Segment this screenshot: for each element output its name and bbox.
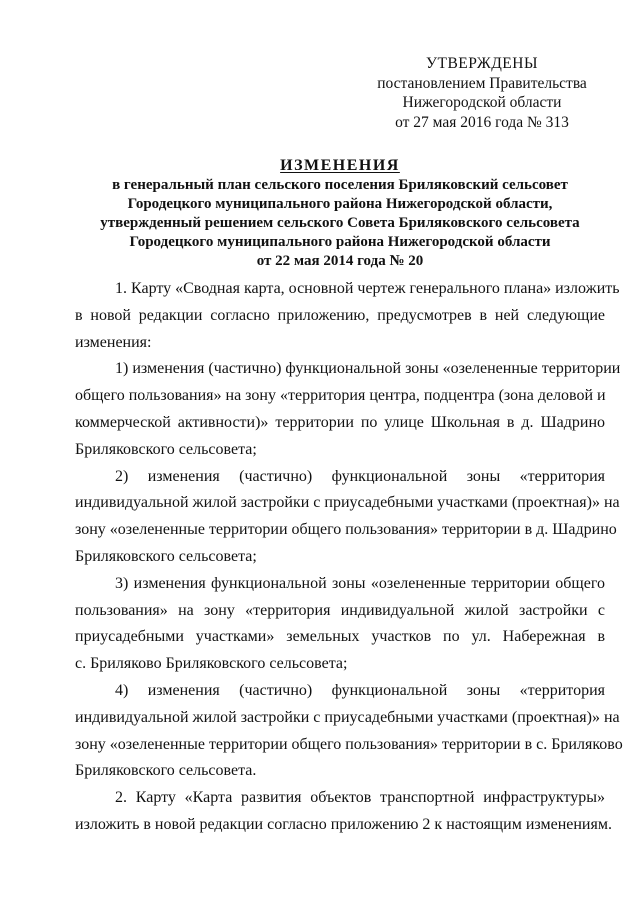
text-line: 2. Карту «Карта развития объектов транспортной инфраструктуры»	[115, 789, 605, 807]
approval-stamp	[360, 54, 604, 132]
text-line: общего пользования» на зону «территория центра, подцентра (зона деловой и	[75, 387, 606, 405]
title-line: от 22 мая 2014 года № 20	[256, 253, 424, 269]
text-line: коммерческой активности)» территории по улице Школьная в д. Шадрино	[75, 413, 605, 431]
text-line: индивидуальной жилой застройки с приусадебными участками (проектная)» на	[75, 708, 620, 726]
text-line: 2) изменения (частично) функциональной зоны «территория	[115, 467, 605, 485]
text-line: Бриляковского сельсовета.	[75, 762, 257, 780]
paragraph-subitem-1	[75, 356, 621, 463]
text-line: Бриляковского сельсовета;	[75, 440, 257, 458]
text-line: индивидуальной жилой застройки с приусадебными участками (проектная)» на	[75, 494, 620, 512]
title-line: Городецкого муниципального района Нижегородской области,	[127, 196, 553, 212]
text-line: пользования» на зону «территория индивидуальной жилой застройки с	[75, 601, 605, 619]
title-heading: ИЗМЕНЕНИЯ	[280, 157, 400, 174]
title-line: Городецкого муниципального района Нижегородской области	[129, 234, 551, 250]
text-line: приусадебными участками» земельных участков по ул. Набережная в	[75, 628, 605, 646]
approval-line: постановлением Правительства	[377, 74, 587, 92]
text-line: изложить в новой редакции согласно приложению 2 к настоящим изменениям.	[75, 815, 612, 833]
text-line: 1. Карту «Сводная карта, основной чертеж генерального плана» изложить	[115, 280, 620, 297]
document-title	[70, 156, 610, 271]
text-line: Бриляковского сельсовета;	[75, 547, 257, 565]
paragraph-item-1	[75, 276, 620, 356]
paragraph-item-2	[75, 785, 612, 839]
text-line: 3) изменения функциональной зоны «озелененные территории общего	[115, 574, 605, 592]
paragraph-subitem-3	[75, 571, 605, 678]
text-line: изменения:	[75, 333, 152, 351]
title-line: утвержденный решением сельского Совета Бриляковского сельсовета	[100, 215, 580, 231]
paragraph-subitem-4	[75, 678, 623, 785]
document-body	[75, 276, 623, 839]
title-line: в генеральный план сельского поселения Бриляковский сельсовет	[112, 177, 568, 193]
text-line: 4) изменения (частично) функциональной зоны «территория	[115, 681, 605, 699]
text-line: 1) изменения (частично) функциональной зоны «озелененные территории	[115, 360, 621, 378]
approval-line: Нижегородской области	[402, 94, 562, 111]
paragraph-subitem-2	[75, 464, 620, 571]
text-line: зону «озелененные территории общего пользования» территории в с. Бриляково	[75, 735, 623, 753]
text-line: в новой редакции согласно приложению, предусмотрев в ней следующие	[75, 306, 605, 324]
text-line: с. Бриляково Бриляковского сельсовета;	[75, 655, 348, 673]
text-line: зону «озелененные территории общего пользования» территории в д. Шадрино	[75, 521, 617, 539]
approval-line: от 27 мая 2016 года № 313	[395, 113, 569, 131]
approval-title: УТВЕРЖДЕНЫ	[426, 55, 538, 72]
